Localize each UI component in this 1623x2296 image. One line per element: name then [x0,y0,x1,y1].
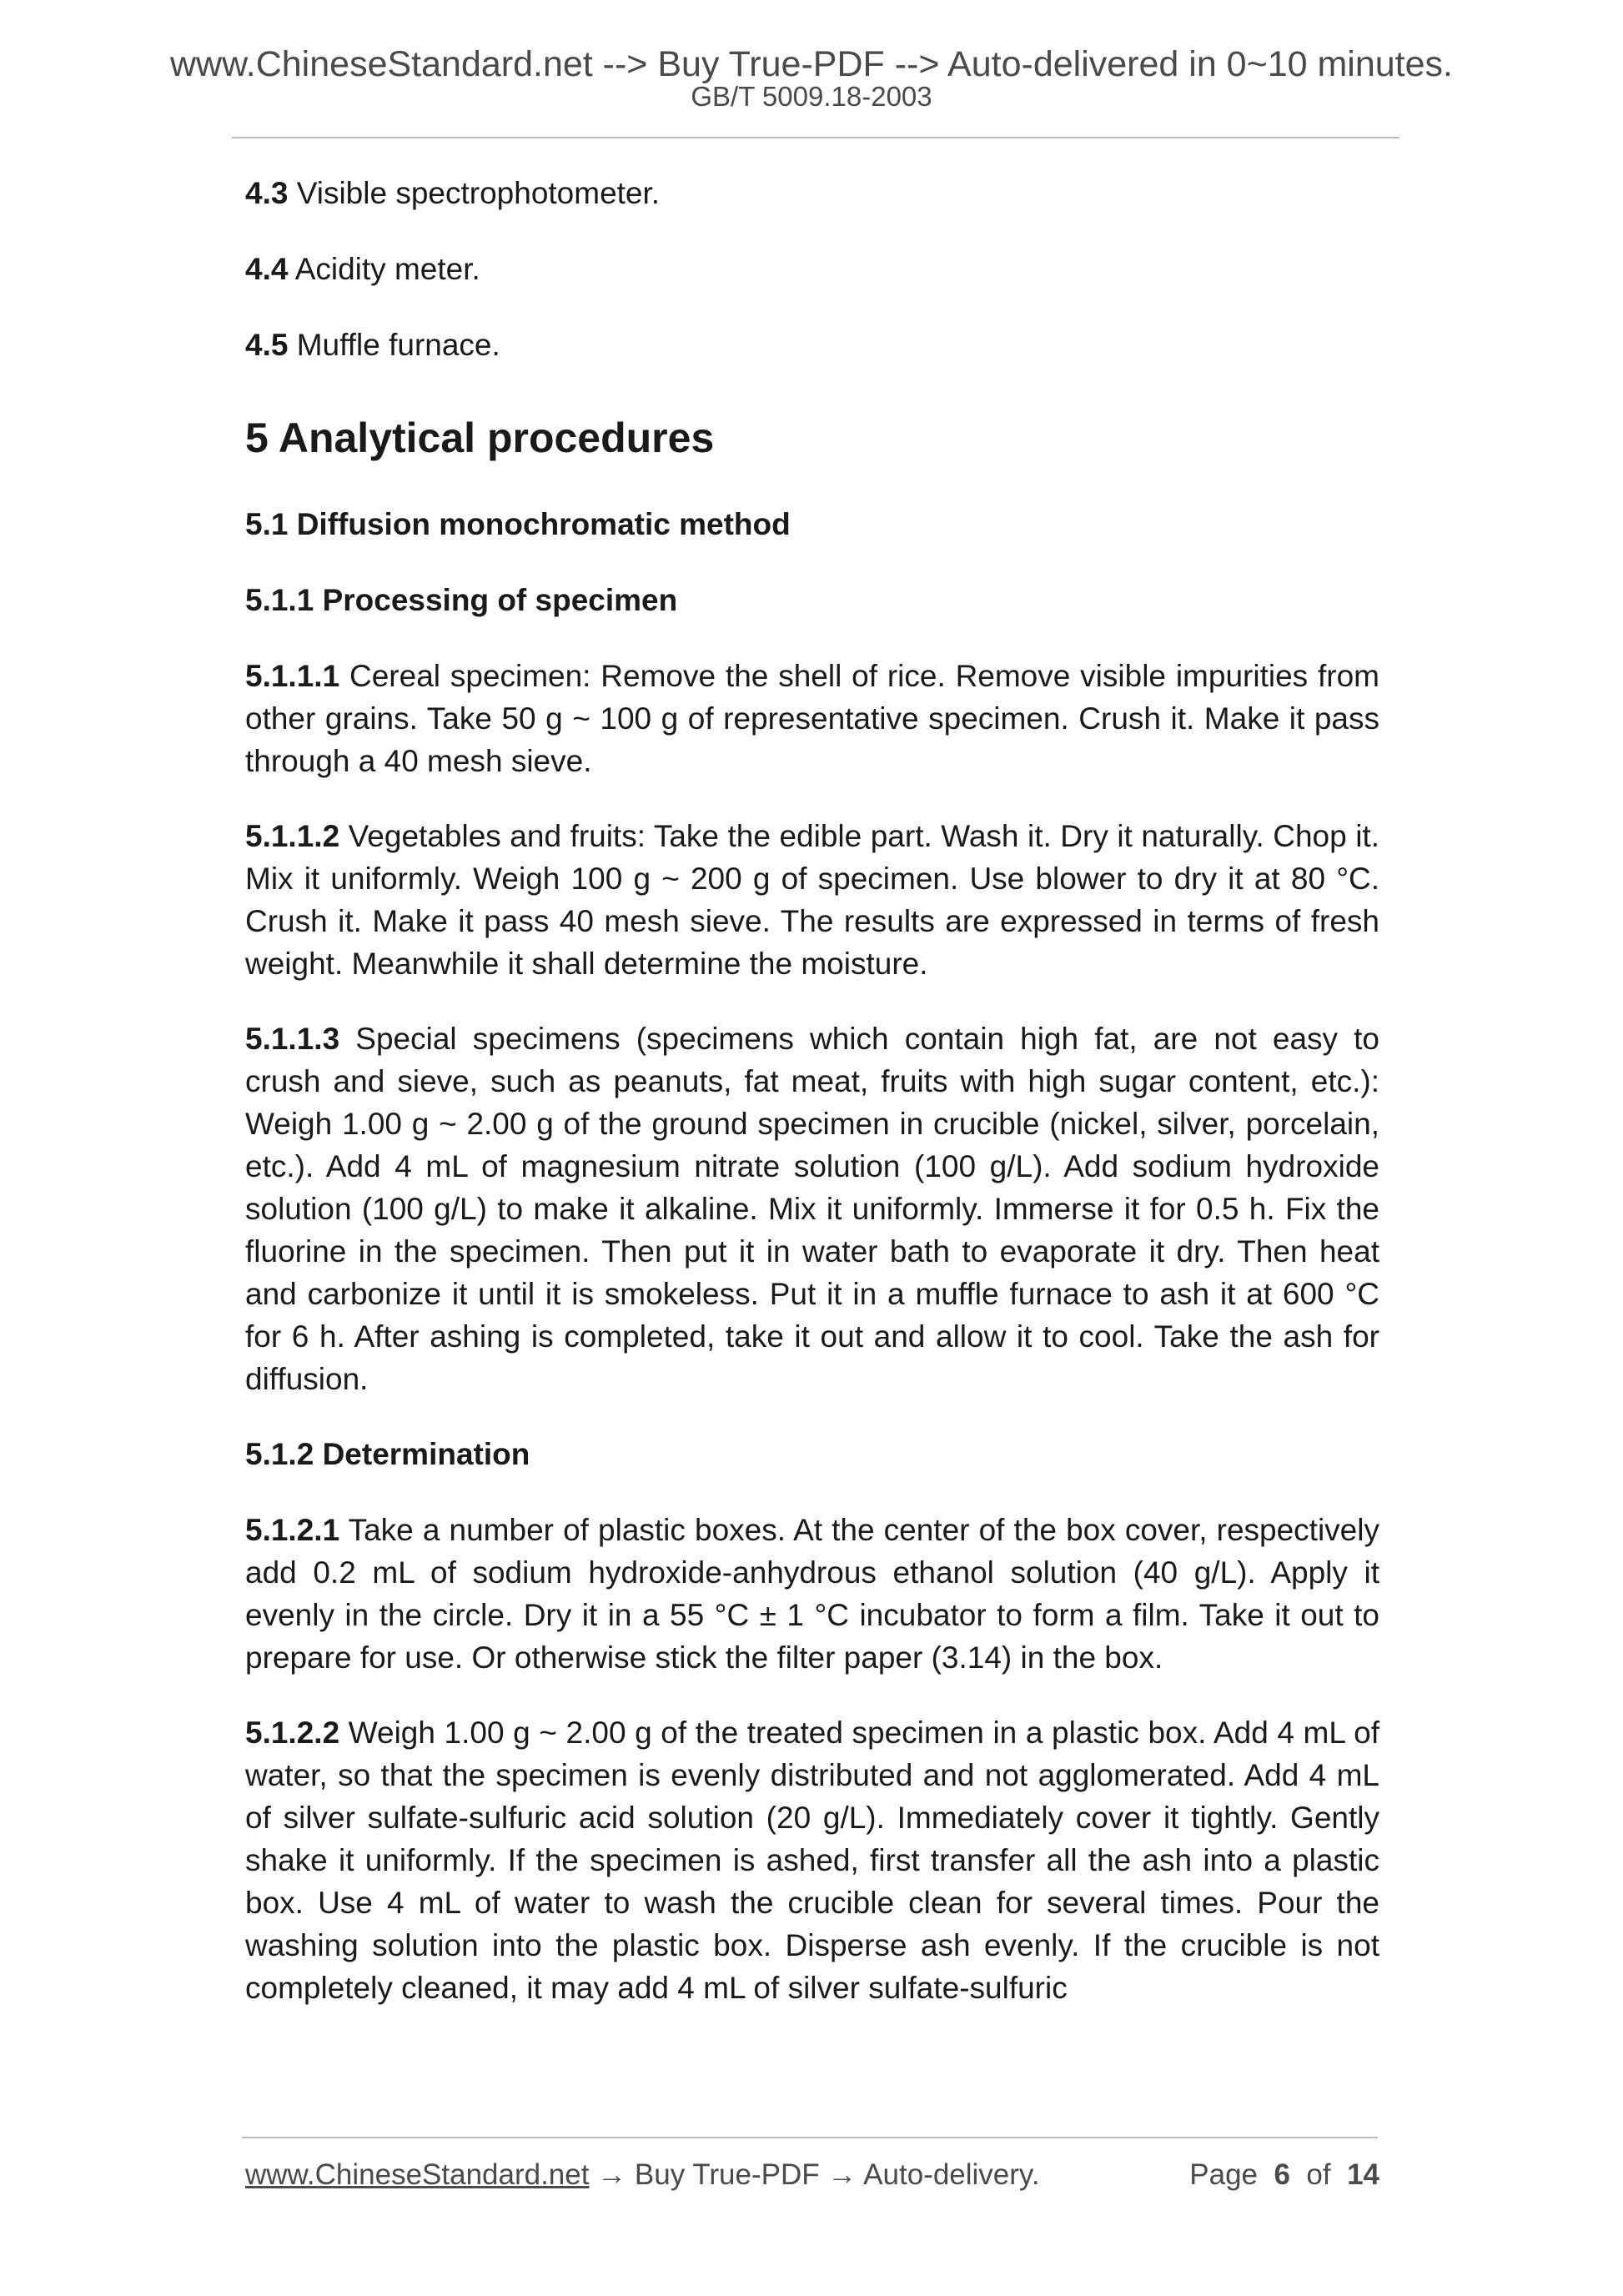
clause-number: 5.1.2.2 [245,1716,340,1750]
clause-number: 4.5 [245,328,289,362]
clause-5-1-1-3 [245,1017,1379,1400]
of-word: of [1306,2158,1331,2191]
footer-site-link[interactable]: www.ChineseStandard.net [245,2158,590,2191]
clause-number: 4.3 [245,176,289,210]
clause-number: 5.1.2.1 [245,1513,340,1547]
page-number: 6 [1274,2158,1290,2191]
clause-text: Muffle furnace. [296,328,500,362]
clause-5-1-2-2 [245,1711,1379,2009]
clause-number: 5.1.1.1 [245,659,340,693]
clause-5-1-2-1 [245,1509,1379,1679]
page-content [245,172,1379,2042]
footer-tagline: → Buy True-PDF → Auto-delivery. [589,2158,1040,2191]
document-code: GB/T 5009.18-2003 [691,81,932,112]
clause-text: Vegetables and fruits: Take the edible part. Wash it. Dry it naturally. Chop it. Mix it uniformly. Weigh 100 g ~ 200 g of specimen. Use blower to dry it at 80 °C. Crush it. Make it pass 40 mesh sieve. The results are expressed in terms of fresh weight. Meanwhile it shall determine the moisture. [245,819,1379,981]
subsection-heading-5-1-2: 5.1.2 Determination [245,1437,530,1471]
clause-text: Special specimens (specimens which contain high fat, are not easy to crush and sieve, such as peanuts, fat meat, fruits with high sugar content, etc.): Weigh 1.00 g ~ 2.00 g of the ground specimen in crucible (nickel, silver, porcelain, etc.). Add 4 mL of magnesium nitrate solution (100 g/L). Add sodium hydroxide solution (100 g/L) to make it alkaline. Mix it uniformly. Immerse it for 0.5 h. Fix the fluorine in the specimen. Then put it in water bath to evaporate it dry. Then heat and carbonize it until it is smokeless. Put it in a muffle furnace to ash it at 600 °C for 6 h. After ashing is completed, take it out and allow it to cool. Take the ash for diffusion. [245,1022,1379,1396]
clause-5-1-1-1 [245,655,1379,782]
clause-4-5 [245,324,1379,366]
clause-text: Visible spectrophotometer. [296,176,661,210]
header-divider [232,137,1399,138]
page-total: 14 [1347,2158,1379,2191]
clause-text: Weigh 1.00 g ~ 2.00 g of the treated specimen in a plastic box. Add 4 mL of water, so that the specimen is evenly distributed and not agglomerated. Add 4 mL of silver sulfate-sulfuric acid solution (20 g/L). Immediately cover it tightly. Gently shake it uniformly. If the specimen is ashed, first transfer all the ash into a plastic box. Use 4 mL of water to wash the crucible clean for several times. Pour the washing solution into the plastic box. Disperse ash evenly. If the crucible is not completely cleaned, it may add 4 mL of silver sulfate-sulfuric [245,1716,1380,2005]
clause-4-4 [245,248,1379,290]
clause-5-1-1-2 [245,815,1379,985]
page-word: Page [1189,2158,1259,2191]
clause-text: Acidity meter. [294,252,480,286]
page-indicator [1189,2155,1379,2195]
clause-number: 4.4 [245,252,289,286]
subsection-heading-5-1: 5.1 Diffusion monochromatic method [245,507,791,541]
footer-left [245,2155,1040,2195]
clause-text: Take a number of plastic boxes. At the center of the box cover, respectively add 0.2 mL of sodium hydroxide-anhydrous ethanol solution (40 g/L). Apply it evenly in the circle. Dry it in a 55 °C ± 1 °C incubator to form a film. Take it out to prepare for use. Or otherwise stick the filter paper (3.14) in the box. [245,1513,1379,1675]
clause-4-3 [245,172,1379,214]
clause-number: 5.1.1.2 [245,819,340,853]
section-heading: 5 Analytical procedures [245,414,715,461]
footer-divider [242,2137,1378,2138]
header-banner: www.ChineseStandard.net --> Buy True-PDF --> Auto-delivered in 0~10 minutes. [169,44,1453,84]
subsection-heading-5-1-1: 5.1.1 Processing of specimen [245,583,678,617]
clause-text: Cereal specimen: Remove the shell of rice. Remove visible impurities from other grains. Take 50 g ~ 100 g of representative specimen. Crush it. Make it pass through a 40 mesh sieve. [245,659,1379,778]
clause-number: 5.1.1.3 [245,1022,340,1056]
